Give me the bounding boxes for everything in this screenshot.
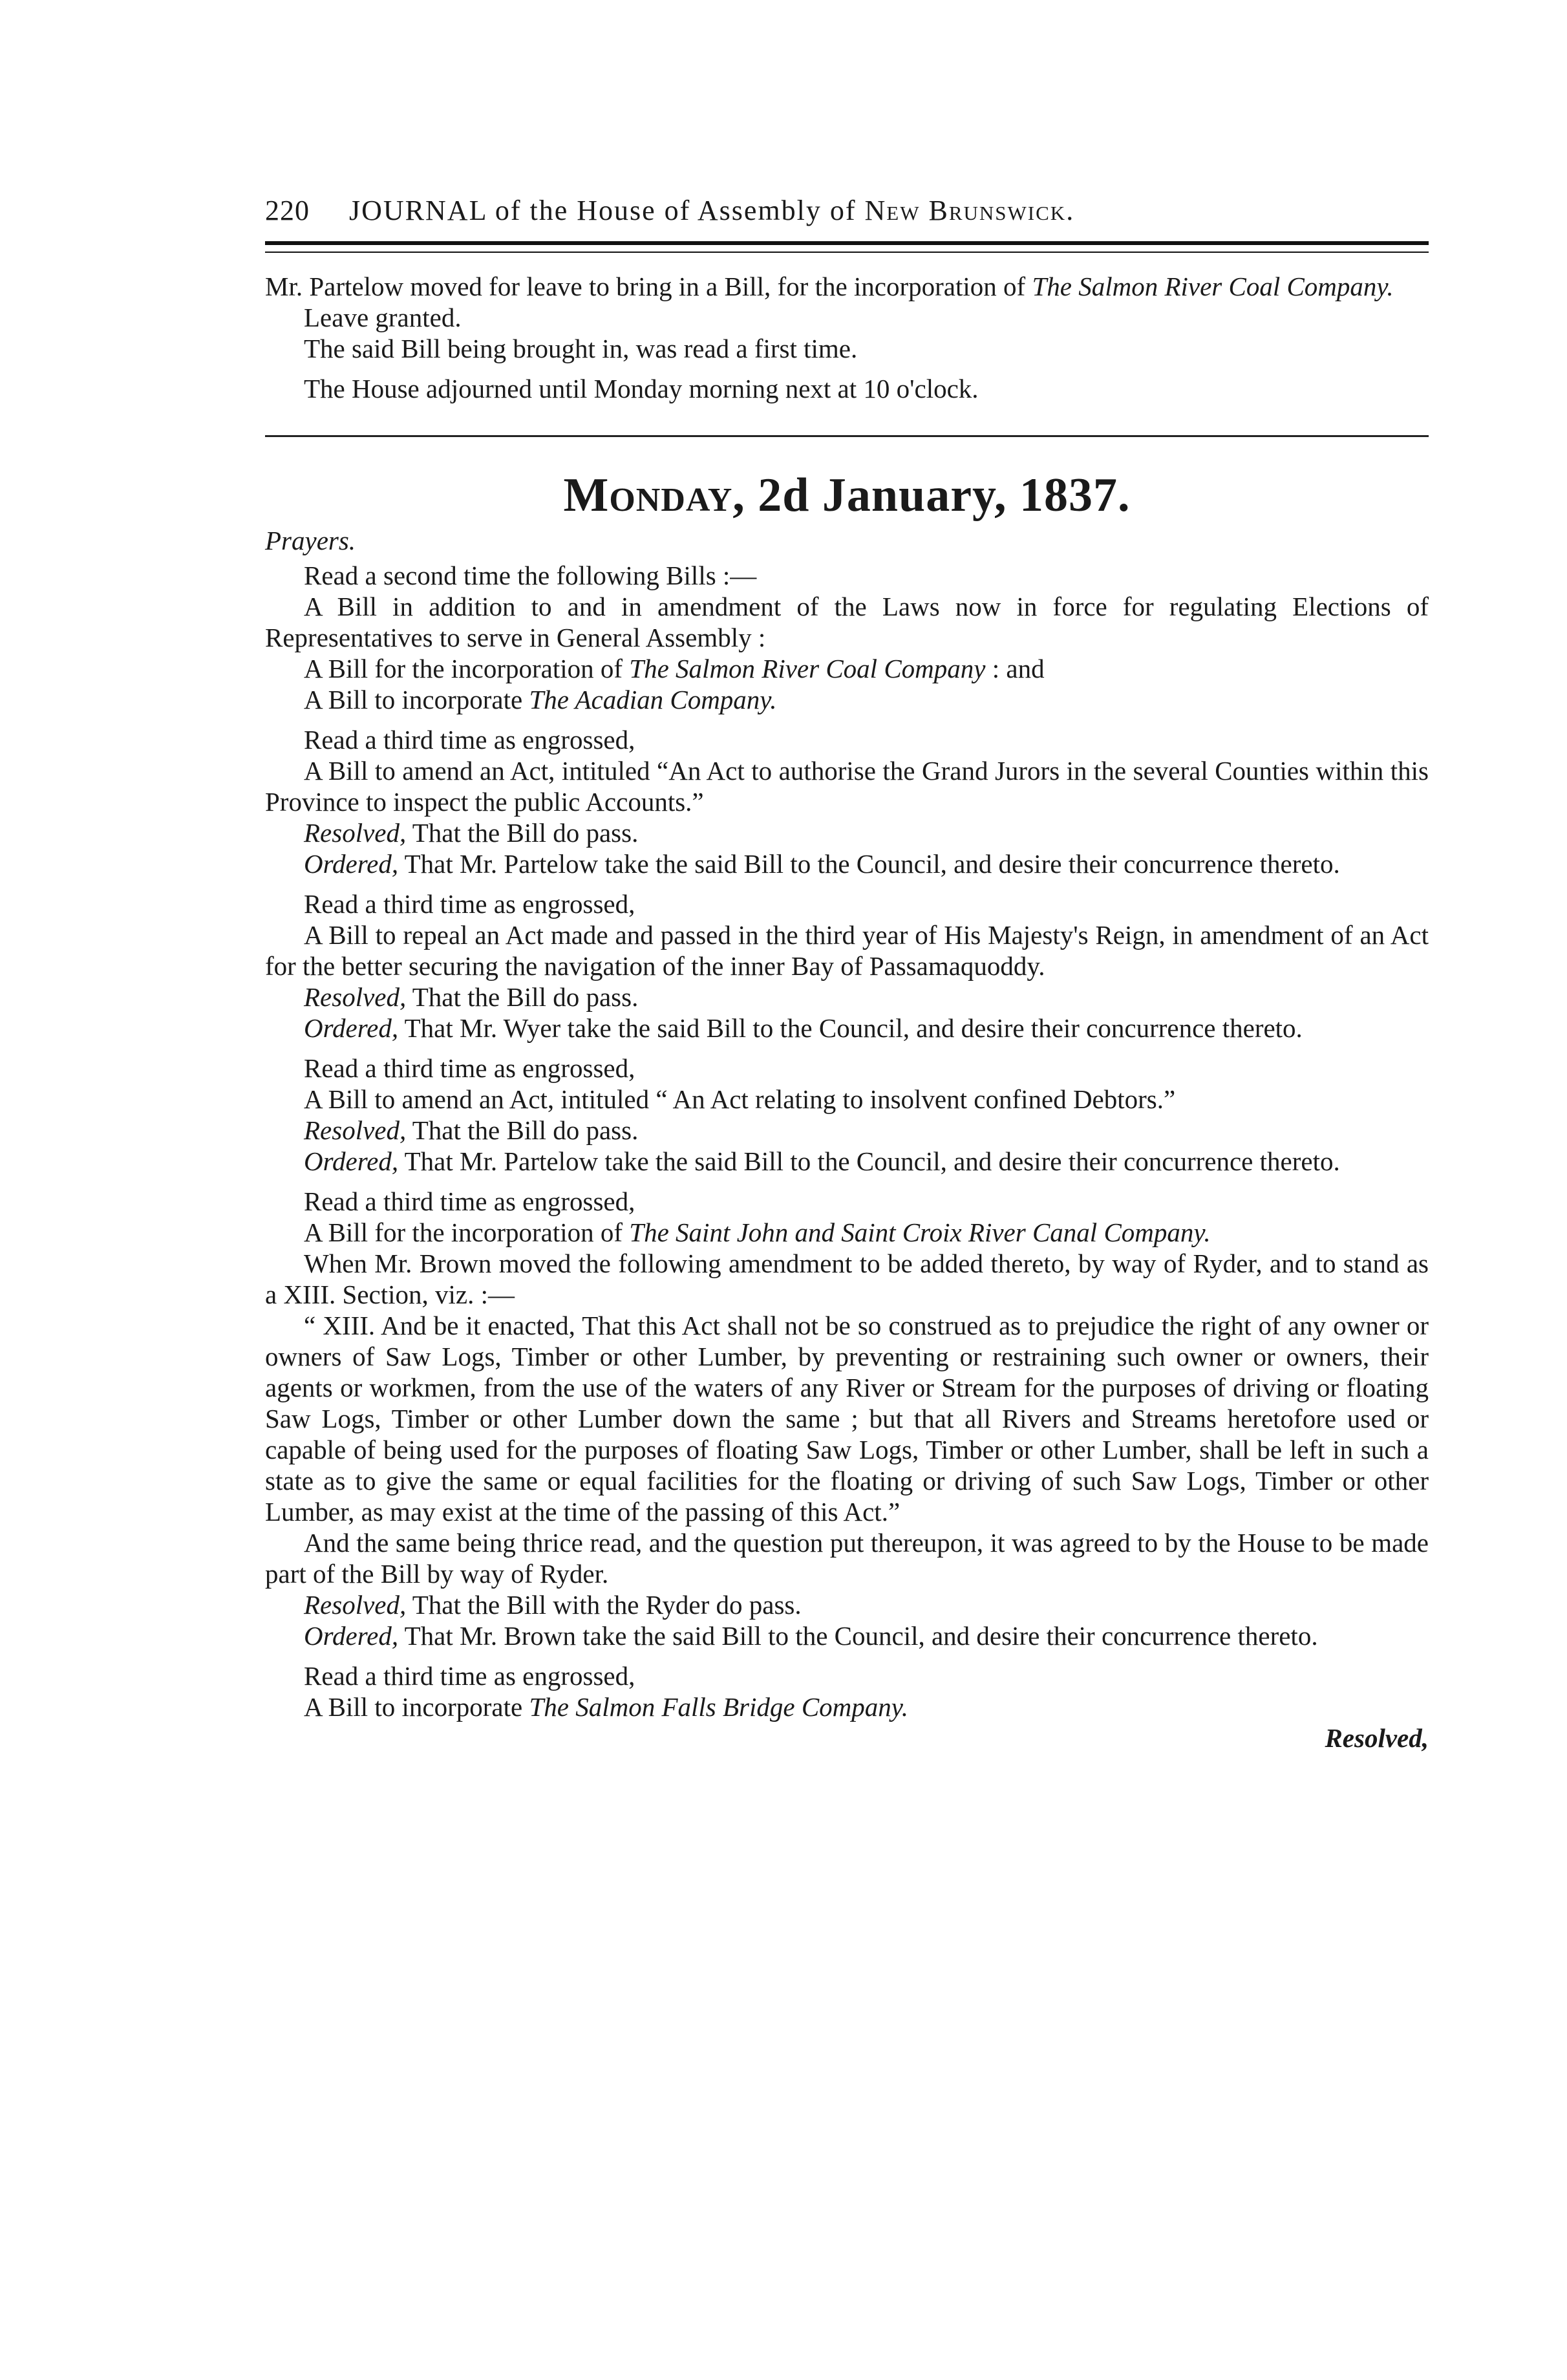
resolved-label: Resolved,	[304, 818, 407, 848]
ordered-text: That Mr. Partelow take the said Bill to the Council, and desire their concurrence thereto.	[398, 849, 1340, 879]
motion-text: Mr. Partelow moved for leave to bring in a Bill, for the incorporation of	[265, 272, 1032, 301]
ordered-2	[265, 1013, 1429, 1044]
company-name: The Saint John and Saint Croix River Canal Company.	[629, 1217, 1211, 1247]
resolved-text: That the Bill with the Ryder do pass.	[406, 1590, 802, 1620]
resolved-text: That the Bill do pass.	[406, 1115, 639, 1145]
company-name: The Salmon Falls Bridge Company.	[529, 1692, 908, 1722]
bill-elections: A Bill in addition to and in amendment of the Laws now in force for regulating Elections of Representatives to serve in General Assembly :	[265, 592, 1429, 652]
company-name: The Salmon River Coal Company.	[1032, 272, 1394, 301]
third-reading-5: Read a third time as engrossed,	[304, 1661, 635, 1691]
running-head	[349, 194, 1074, 227]
resolved-2	[265, 981, 1429, 1013]
bill-repeal: A Bill to repeal an Act made and passed in the third year of His Majesty's Reign, in amendment of an Act for the better securing the navigation of the inner Bay of Passamaquoddy.	[265, 920, 1429, 981]
resolved-label: Resolved,	[304, 982, 407, 1012]
bill-coal-company	[265, 653, 1429, 684]
company-name: The Salmon River Coal Company	[629, 654, 986, 683]
thrice-read: And the same being thrice read, and the question put thereupon, it was agreed to by the House to be made part of the Bill by way of Ryder.	[265, 1528, 1429, 1589]
resolved-3	[265, 1115, 1429, 1146]
resolved-text: That the Bill do pass.	[406, 982, 639, 1012]
page-number: 220	[265, 195, 310, 226]
ordered-label: Ordered,	[304, 849, 399, 879]
first-reading: The said Bill being brought in, was read a first time.	[304, 334, 858, 363]
partelow-motion	[265, 271, 1429, 302]
ordered-text: That Mr. Brown take the said Bill to the Council, and desire their concurrence thereto.	[398, 1621, 1318, 1651]
date-heading	[265, 468, 1429, 522]
catchword: Resolved,	[1325, 1723, 1429, 1753]
date-rest: 2d January, 1837.	[745, 469, 1131, 522]
adjournment: The House adjourned until Monday morning next at 10 o'clock.	[304, 374, 979, 403]
date-day: Monday,	[563, 469, 745, 522]
journal-page	[265, 194, 1429, 1753]
bill-text: A Bill to incorporate	[304, 1692, 529, 1722]
second-reading-intro: Read a second time the following Bills :—	[304, 561, 757, 590]
bill-acadian	[265, 684, 1429, 715]
third-reading-2: Read a third time as engrossed,	[304, 889, 635, 919]
prayers-note: Prayers.	[265, 526, 356, 555]
ordered-3	[265, 1146, 1429, 1177]
bill-grand-jurors: A Bill to amend an Act, intituled “An Act to authorise the Grand Jurors in the several Counties within this Province to inspect the public Accounts.”	[265, 756, 1429, 817]
running-head-title: JOURNAL of the House of Assembly of	[349, 195, 857, 226]
bill-debtors: A Bill to amend an Act, intituled “ An Act relating to insolvent confined Debtors.”	[304, 1084, 1176, 1114]
resolved-label: Resolved,	[304, 1590, 407, 1620]
third-reading-1: Read a third time as engrossed,	[304, 725, 635, 755]
ordered-text: That Mr. Wyer take the said Bill to the Council, and desire their concurrence thereto.	[398, 1013, 1303, 1043]
section-xiii: “ XIII. And be it enacted, That this Act shall not be so construed as to prejudice the right of any owner or owners of Saw Logs, Timber or other Lumber, by preventing or restraining such owner or owners, their agents or workmen, from the use of the waters of any River or Stream for the purposes of driving or floating Saw Logs, Timber or other Lumber down the same ; but that all Rivers and Streams heretofore used or capable of being used for the purposes of floating Saw Logs, Timber or other Lumber, shall be left in such a state as to give the same or equal facilities for the floating or driving of such Saw Logs, Timber or other Lumber, as may exist at the time of the passing of this Act.”	[265, 1311, 1429, 1527]
bill-text: A Bill for the incorporation of	[304, 654, 630, 683]
brown-amendment: When Mr. Brown moved the following amendment to be added thereto, by way of Ryder, and to stand as a XIII. Section, viz. :—	[265, 1249, 1429, 1309]
section-rule	[265, 435, 1429, 437]
bill-text: : and	[985, 654, 1045, 683]
leave-granted: Leave granted.	[304, 303, 462, 332]
ordered-1	[265, 848, 1429, 879]
resolved-4	[265, 1589, 1429, 1620]
resolved-1	[265, 817, 1429, 848]
company-name: The Acadian Company.	[529, 685, 777, 714]
bill-text: A Bill to incorporate	[304, 685, 529, 714]
resolved-label: Resolved,	[304, 1115, 407, 1145]
ordered-label: Ordered,	[304, 1621, 399, 1651]
header-rule	[265, 241, 1429, 253]
ordered-text: That Mr. Partelow take the said Bill to the Council, and desire their concurrence thereto.	[398, 1146, 1340, 1176]
bill-text: A Bill for the incorporation of	[304, 1217, 630, 1247]
ordered-label: Ordered,	[304, 1013, 399, 1043]
bill-canal	[265, 1217, 1429, 1248]
page-header	[265, 194, 1429, 227]
ordered-4	[265, 1620, 1429, 1651]
third-reading-3: Read a third time as engrossed,	[304, 1053, 635, 1083]
ordered-label: Ordered,	[304, 1146, 399, 1176]
resolved-text: That the Bill do pass.	[406, 818, 639, 848]
running-head-province: New Brunswick.	[864, 195, 1075, 226]
bill-salmon-falls	[265, 1691, 1429, 1722]
third-reading-4: Read a third time as engrossed,	[304, 1186, 635, 1216]
